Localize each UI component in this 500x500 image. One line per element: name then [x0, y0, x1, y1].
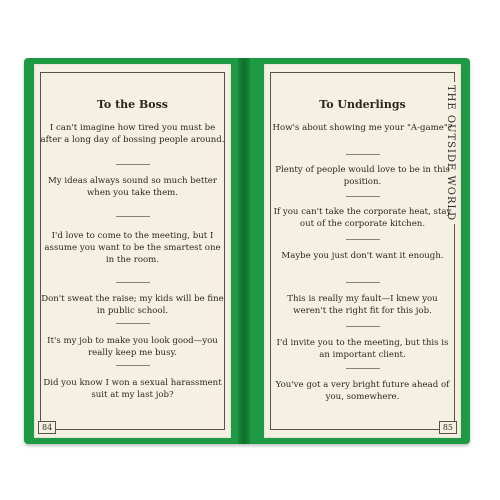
quote: If you can't take the corporate heat, stay out of the corporate kitchen.	[273, 207, 452, 229]
divider	[116, 216, 150, 217]
quote: You've got a very bright future ahead of you, somewhere.	[275, 380, 450, 402]
quote: Maybe you just don't want it enough.	[281, 251, 444, 261]
quote: Plenty of people would love to be in this position.	[275, 165, 450, 187]
quote: Did you know I won a sexual harassment suit at my last job?	[43, 378, 222, 400]
page-heading: To the Boss	[96, 98, 169, 111]
quote: I can't imagine how tired you must be after a long day of bossing people around.	[40, 123, 225, 145]
quote: Don't sweat the raise; my kids will be fine in public school.	[41, 294, 224, 316]
quote: I'd love to come to the meeting, but I assume you want to be the smartest one in the room.	[44, 231, 221, 265]
quote: I'd invite you to the meeting, but this is an important client.	[276, 338, 449, 360]
quote: It's my job to make you look good—you really keep me busy.	[47, 336, 218, 358]
divider	[346, 326, 380, 327]
page-number: 84	[38, 421, 56, 434]
divider	[116, 282, 150, 283]
quote: My ideas always sound so much better when you take them.	[48, 176, 217, 198]
right-page	[264, 64, 461, 438]
divider	[346, 368, 380, 369]
divider	[116, 365, 150, 366]
divider	[346, 196, 380, 197]
divider	[346, 282, 380, 283]
left-page	[34, 64, 231, 438]
divider	[346, 239, 380, 240]
section-title: THE OUTSIDE WORLD	[444, 82, 457, 224]
divider	[116, 323, 150, 324]
divider	[346, 154, 380, 155]
page-heading: To Underlings	[319, 98, 406, 111]
page-number: 85	[439, 421, 457, 434]
quote: This is really my fault—I knew you weren't the right fit for this job.	[287, 294, 438, 316]
quote: How's about showing me your "A-game"?	[272, 123, 453, 133]
divider	[116, 164, 150, 165]
